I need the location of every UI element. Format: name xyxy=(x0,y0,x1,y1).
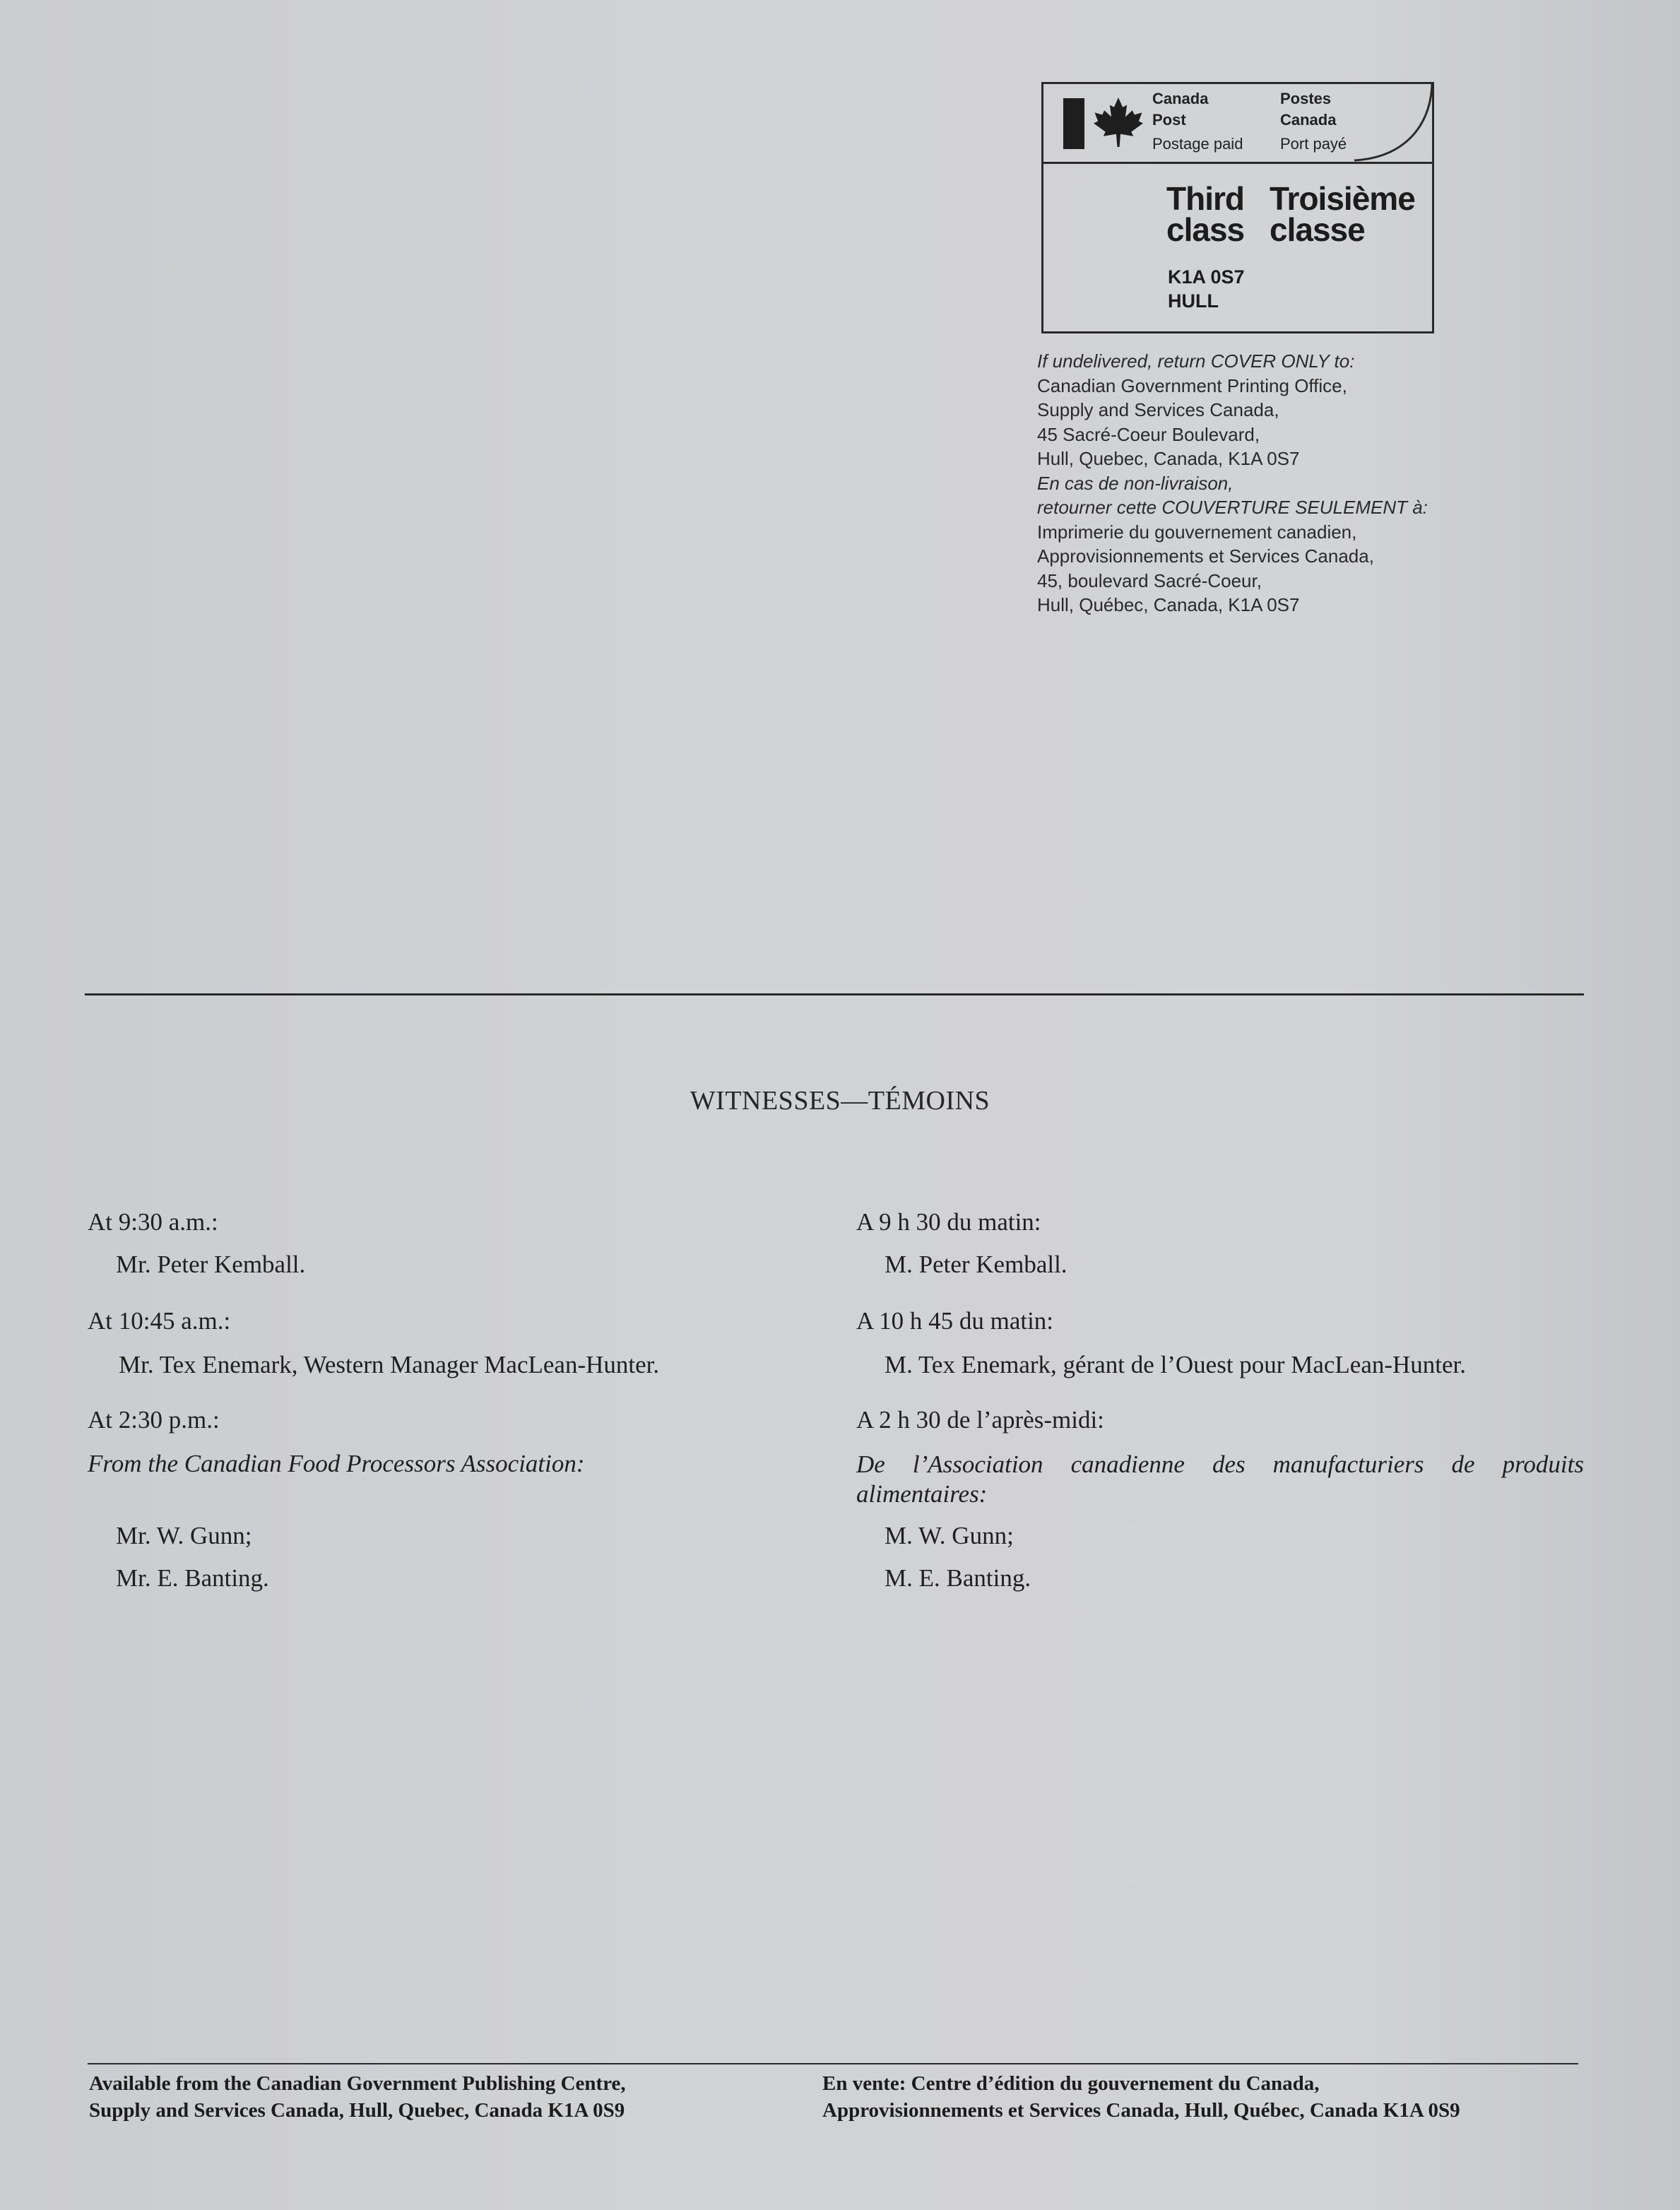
indicia-post: Post xyxy=(1152,111,1186,129)
witnesses-english-column xyxy=(88,1208,794,1604)
indicia-class: class xyxy=(1166,211,1245,248)
return-line: Approvisionnements et Services Canada, xyxy=(1037,545,1374,567)
return-address xyxy=(1037,349,1546,618)
witnesses-french-column xyxy=(856,1208,1585,1604)
witness-name: Mr. E. Banting. xyxy=(116,1564,269,1592)
return-line: 45, boulevard Sacré-Coeur, xyxy=(1037,569,1262,591)
witnesses-heading: WITNESSES—TÉMOINS xyxy=(690,1086,990,1116)
time-label: A 10 h 45 du matin: xyxy=(856,1307,1054,1335)
footer-english xyxy=(89,2070,626,2124)
section-divider xyxy=(85,993,1584,995)
organization-name: From the Canadian Food Processors Association: xyxy=(88,1450,585,1477)
maple-leaf-icon xyxy=(1092,94,1145,150)
footer-french xyxy=(822,2070,1460,2124)
indicia-postes: Postes xyxy=(1280,90,1332,107)
indicia-troisieme: Troisième xyxy=(1270,180,1415,217)
witness-name: Mr. Peter Kemball. xyxy=(116,1251,306,1278)
time-label: At 2:30 p.m.: xyxy=(88,1406,220,1434)
indicia-port-paye: Port payé xyxy=(1280,135,1347,153)
time-label: A 9 h 30 du matin: xyxy=(856,1208,1041,1236)
return-line: Hull, Québec, Canada, K1A 0S7 xyxy=(1037,594,1300,615)
return-line: retourner cette COUVERTURE SEULEMENT à: xyxy=(1037,497,1428,518)
return-line: Supply and Services Canada, xyxy=(1037,399,1279,420)
indicia-postage-paid: Postage paid xyxy=(1152,135,1243,153)
witness-name: Mr. W. Gunn; xyxy=(116,1522,252,1549)
witness-name: M. Peter Kemball. xyxy=(885,1251,1067,1278)
time-label: A 2 h 30 de l’après-midi: xyxy=(856,1406,1104,1434)
witness-name: M. W. Gunn; xyxy=(885,1522,1014,1549)
return-line: En cas de non-livraison, xyxy=(1037,472,1234,494)
footer-line: En vente: Centre d’édition du gouvernement du Canada, xyxy=(822,2072,1320,2095)
footer-line: Available from the Canadian Government Publishing Centre, xyxy=(89,2072,626,2095)
organization-name: De l’Association canadienne des manufacturiers de produits alimentaires: xyxy=(856,1450,1584,1508)
footer-line: Approvisionnements et Services Canada, Hull, Québec, Canada K1A 0S9 xyxy=(822,2099,1460,2122)
return-line: Imprimerie du gouvernement canadien, xyxy=(1037,521,1357,543)
indicia-classe: classe xyxy=(1270,211,1365,248)
return-line: Hull, Quebec, Canada, K1A 0S7 xyxy=(1037,448,1300,469)
return-line: If undelivered, return COVER ONLY to: xyxy=(1037,350,1355,372)
witness-name: Mr. Tex Enemark, Western Manager MacLean-Hunter. xyxy=(119,1351,660,1378)
indicia-city: HULL xyxy=(1168,290,1219,312)
indicia-canada-fr: Canada xyxy=(1280,111,1337,129)
witness-name: M. E. Banting. xyxy=(885,1564,1031,1592)
time-label: At 10:45 a.m.: xyxy=(88,1307,231,1335)
postage-indicia xyxy=(1041,82,1434,333)
indicia-third: Third xyxy=(1166,180,1244,217)
time-label: At 9:30 a.m.: xyxy=(88,1208,218,1236)
footer-divider xyxy=(88,2063,1578,2064)
return-line: 45 Sacré-Coeur Boulevard, xyxy=(1037,423,1260,445)
return-line: Canadian Government Printing Office, xyxy=(1037,374,1347,396)
flag-bar-icon xyxy=(1063,98,1084,149)
witness-name: M. Tex Enemark, gérant de l’Ouest pour MacLean-Hunter. xyxy=(885,1351,1467,1378)
indicia-postal-code: K1A 0S7 xyxy=(1168,266,1245,288)
indicia-canada: Canada xyxy=(1152,90,1209,107)
footer-line: Supply and Services Canada, Hull, Quebec, Canada K1A 0S9 xyxy=(89,2099,625,2122)
